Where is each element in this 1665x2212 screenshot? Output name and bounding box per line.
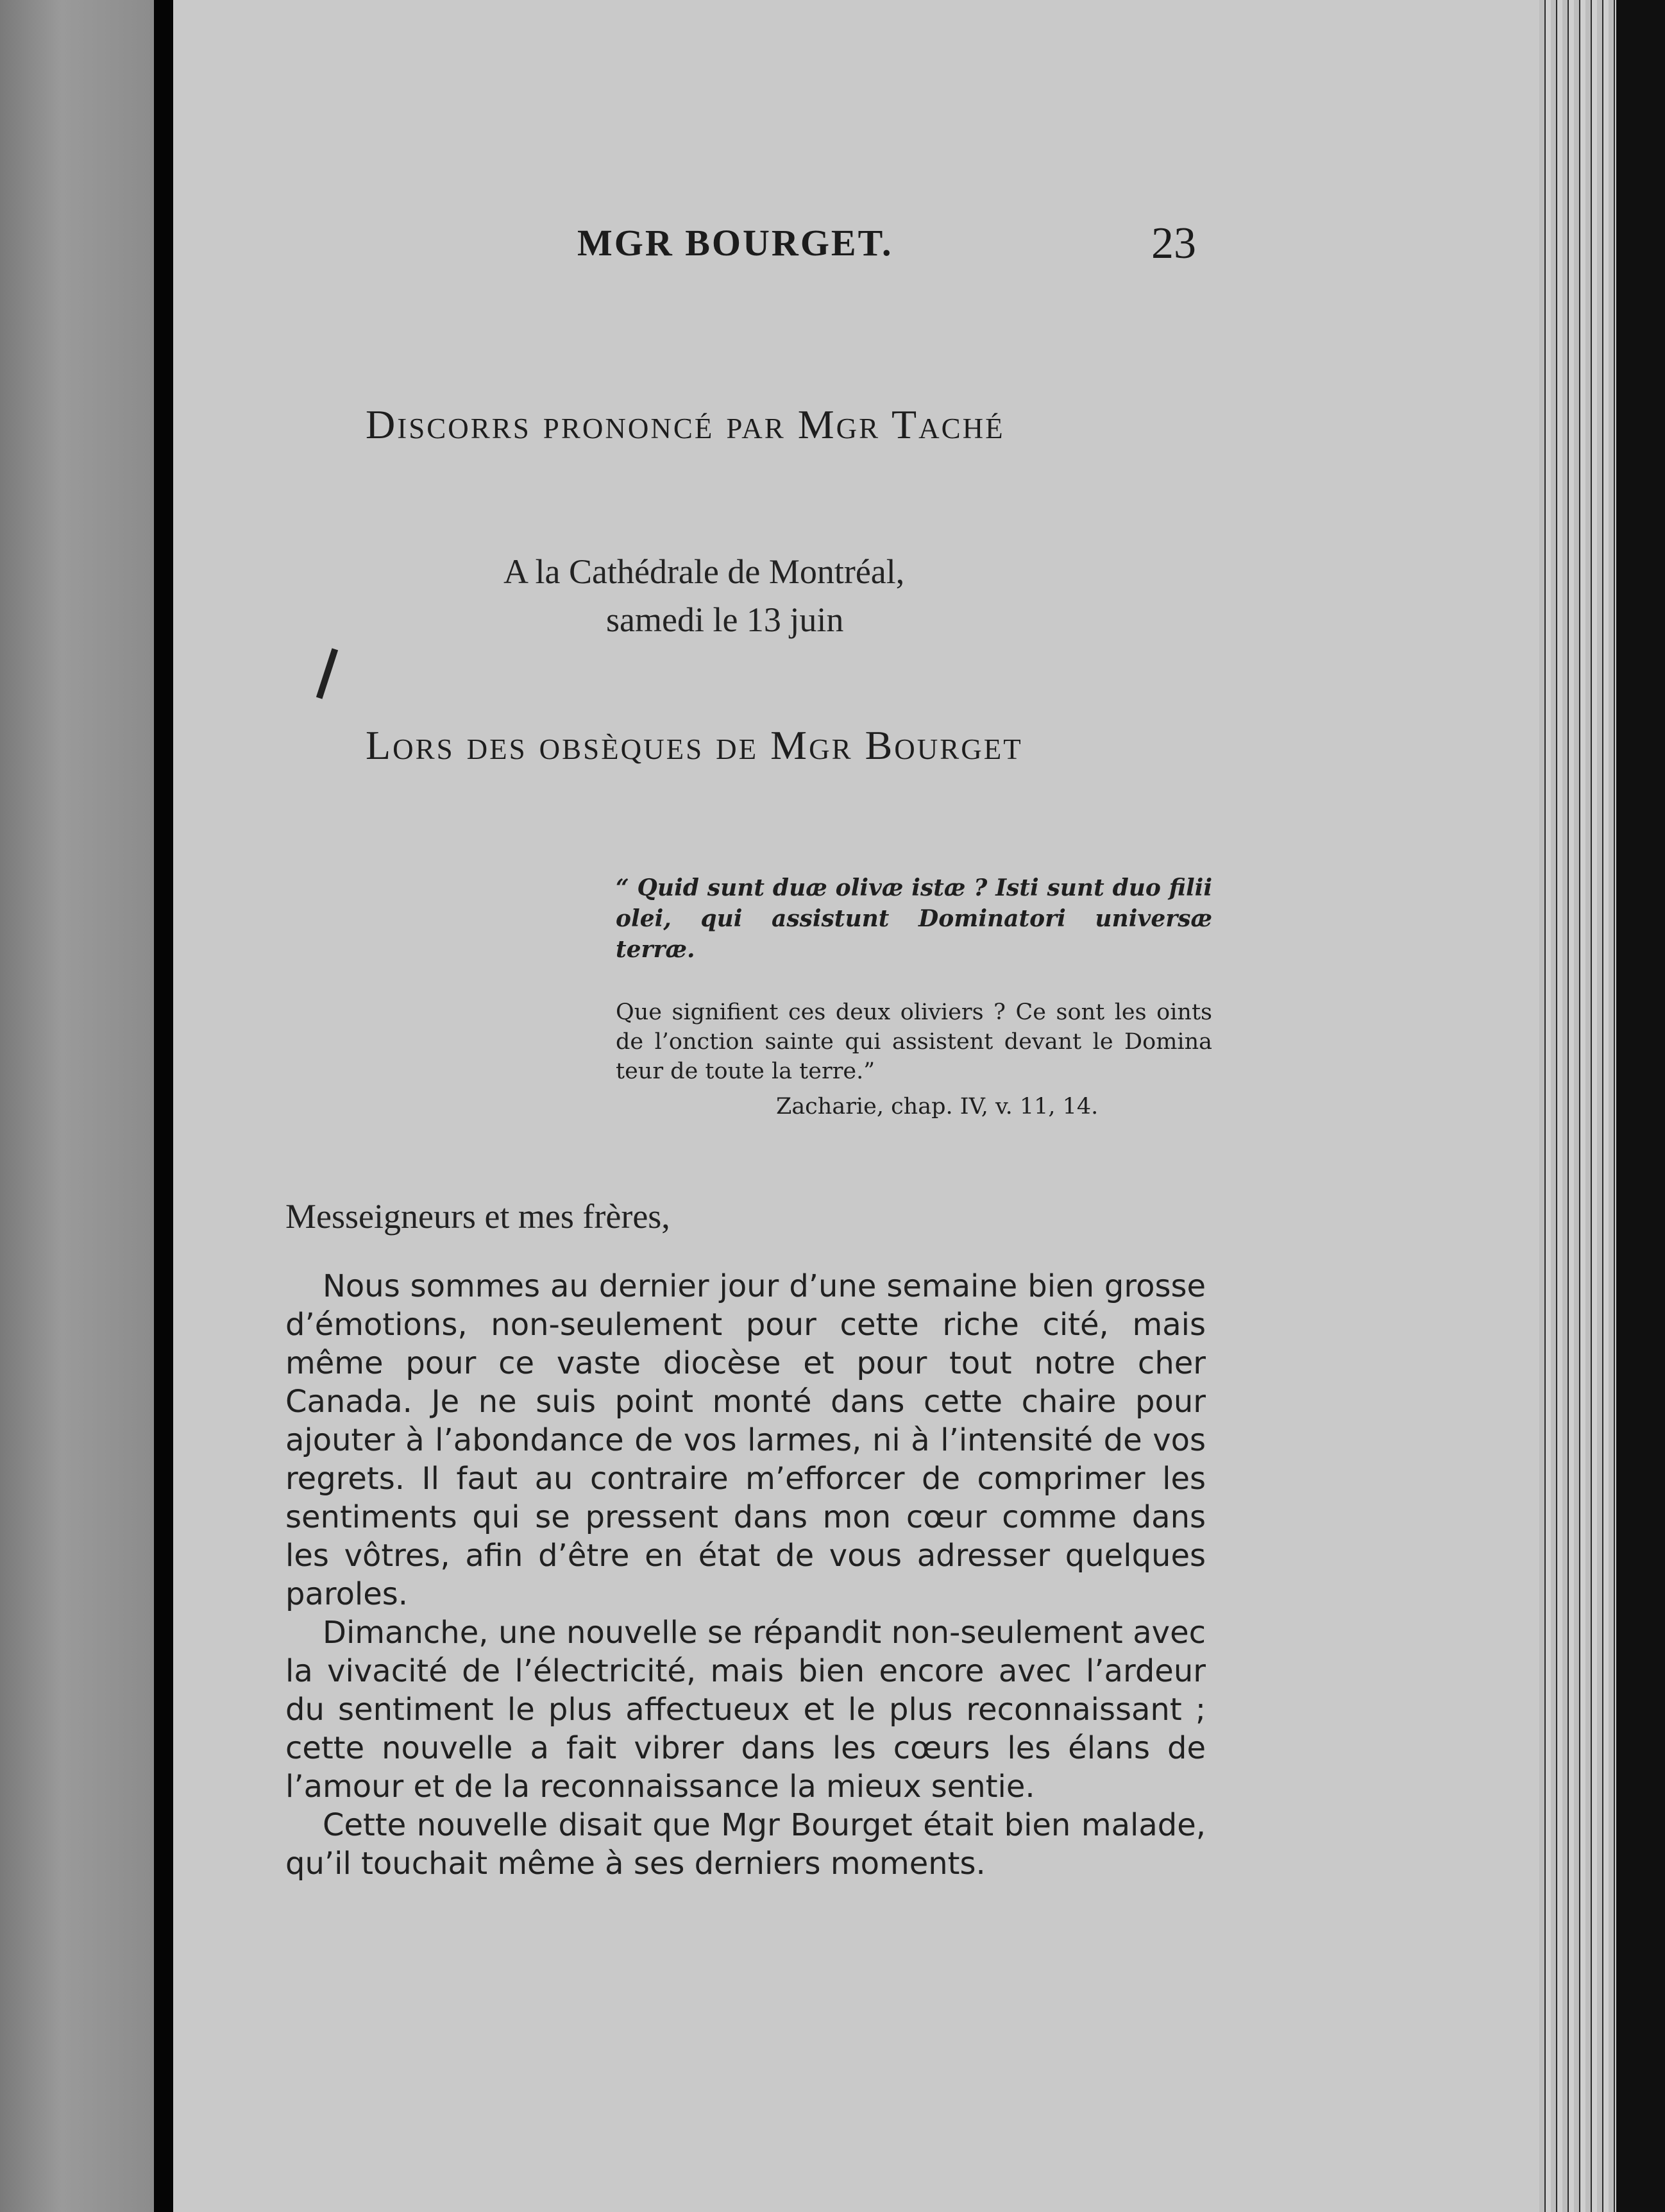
epigraph-french: Que signifient ces deux oliviers ? Ce sont les oints de l’onction sainte qui assistent devant le Domina teur de toute la terre.” [616,1000,1212,1084]
running-head: MGR BOURGET. [577,222,893,264]
salutation: Messeigneurs et mes frères, [285,1197,670,1236]
scan-border [1616,0,1665,2212]
paragraph: Cette nouvelle disait que Mgr Bourget était bien malade, qu’il touchait même à ses derniers moments. [285,1807,1206,1882]
epigraph-citation: Zacharie, chap. IV, v. 11, 14. [776,1094,1099,1119]
book-gutter [154,0,173,2212]
body-text [285,1267,1206,1883]
place-line-1: A la Cathédrale de Montréal, [503,552,905,591]
paragraph: Dimanche, une nouvelle se répandit non-seulement avec la vivacité de l’électricité, mais bien encore avec l’ardeur du sentiment le plus affectueux et le plus reconnaissant ; cette nouvelle a fait vibrer dans les cœurs les élans de l’amour et de la reconnaissance la mieux sentie. [285,1615,1206,1805]
facing-page-edge [0,0,154,2212]
occasion-title: Lors des obsèques de Mgr Bourget [366,722,1023,768]
epigraph-latin: “ Quid sunt duæ olivæ istæ ? Isti sunt duo filii olei, qui assistunt Dominatori universæ terræ. [616,874,1212,963]
place-line-2: samedi le 13 juin [606,600,844,639]
discourse-title: Discorrs prononcé par Mgr Taché [366,402,1005,447]
paragraph: Nous sommes au dernier jour d’une semaine bien grosse d’émotions, non-seulement pour cette riche cité, mais même pour ce vaste diocèse et pour tout notre cher Canada. Je ne suis point monté dans cette chaire pour ajouter à l’abondance de vos larmes, ni à l’intensité de vos regrets. Il faut au contraire m’efforcer de comprimer les sentiments qui se pressent dans mon cœur comme dans les vôtres, afin d’être en état de vous adresser quelques paroles. [285,1268,1206,1612]
page-fore-edge [1539,0,1616,2212]
page-number: 23 [1151,219,1196,268]
